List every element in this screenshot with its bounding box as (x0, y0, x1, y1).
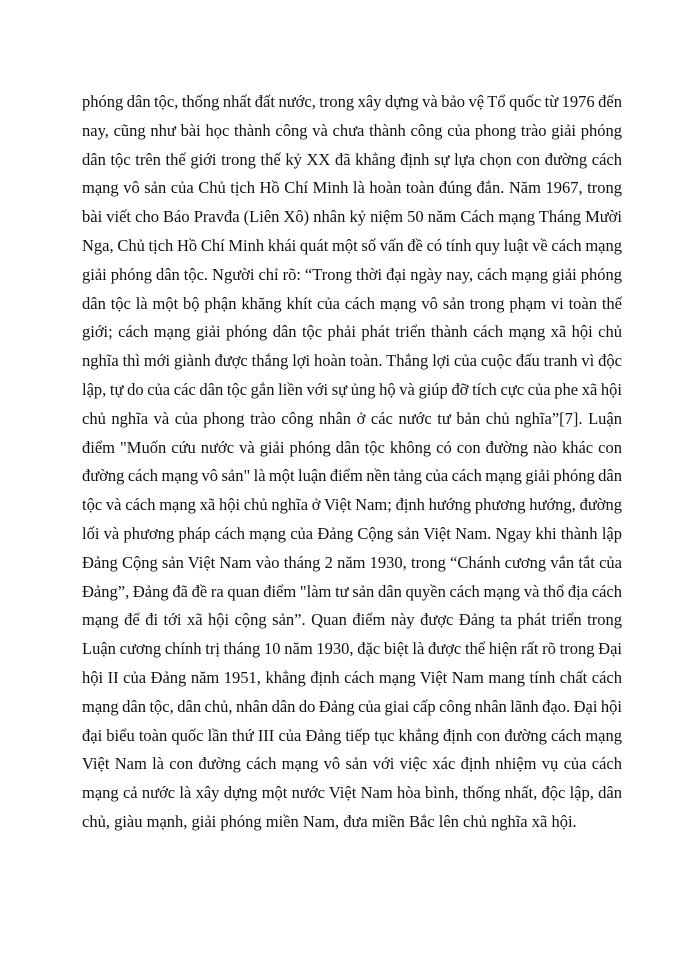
text-line: Nga, Chủ tịch Hồ Chí Minh khái quát một số vấn đề có tính quy luật về cách mạng (82, 235, 622, 255)
text-line: Việt Nam là con đường cách mạng vô sản với việc xác định nhiệm vụ của cách (82, 754, 622, 774)
text-line: đường cách mạng vô sản" là một luận điểm nền tảng của cách mạng giải phóng dân (82, 466, 622, 486)
text-line: giới; cách mạng giải phóng dân tộc phải phát triển thành cách mạng xã hội chủ (82, 322, 622, 342)
text-line: dân tộc là một bộ phận khăng khít của cách mạng vô sản trong phạm vi toàn thế (82, 293, 623, 313)
text-line: giải phóng dân tộc. Người chỉ rõ: “Trong thời đại ngày nay, cách mạng giải phóng (82, 264, 622, 284)
text-line: chủ nghĩa và của phong trào công nhân ở các nước tư bản chủ nghĩa”[7]. Luận (82, 408, 622, 428)
text-line: lập, tự do của các dân tộc gắn liền với sự ủng hộ và giúp đỡ tích cực của phe xã hội (82, 379, 622, 399)
text-line: Đảng”, Đảng đã đề ra quan điểm "làm tư sản dân quyền cách mạng và thổ địa cách (82, 581, 622, 601)
text-line: mạng dân tộc, dân chủ, nhân dân do Đảng của giai cấp công nhân lãnh đạo. Đại hội (82, 696, 623, 716)
text-line: hội II của Đảng năm 1951, khẳng định cách mạng Việt Nam mang tính chất cách (82, 667, 622, 687)
text-line: tộc và cách mạng xã hội chủ nghĩa ở Việt Nam; định hướng phương hướng, đường (82, 495, 622, 515)
text-line: mạng để đi tới xã hội cộng sản”. Quan điểm này được Đảng ta phát triển trong (82, 610, 622, 630)
body-paragraph (82, 88, 622, 837)
text-line: nay, cũng như bài học thành công và chưa thành công của phong trào giải phóng (82, 120, 622, 140)
text-line: mạng cả nước là xây dựng một nước Việt Nam hòa bình, thống nhất, độc lập, dân (82, 783, 622, 803)
text-line: đại biểu toàn quốc lần thứ III của Đảng tiếp tục khẳng định con đường cách mạng (82, 725, 623, 745)
text-line: lối và phương pháp cách mạng của Đảng Cộng sản Việt Nam. Ngay khi thành lập (82, 523, 622, 543)
text-line: nghĩa thì mới giành được thắng lợi hoàn toàn. Thắng lợi của cuộc đấu tranh vì độc (82, 351, 622, 371)
text-line: chủ, giàu mạnh, giải phóng miền Nam, đưa miền Bắc lên chủ nghĩa xã hội. (82, 811, 577, 831)
text-line: Luận cương chính trị tháng 10 năm 1930, đặc biệt là được thể hiện rất rõ trong Đại (82, 639, 623, 659)
text-line: Đảng Cộng sản Việt Nam vào tháng 2 năm 1930, trong “Chánh cương vắn tắt của (82, 552, 622, 572)
text-line: phóng dân tộc, thống nhất đất nước, trong xây dựng và bảo vệ Tổ quốc từ 1976 đến (82, 92, 622, 111)
text-line: mạng vô sản của Chủ tịch Hồ Chí Minh là hoàn toàn đúng đắn. Năm 1967, trong (82, 178, 622, 198)
text-line: dân tộc trên thế giới trong thế kỷ XX đã khẳng định sự lựa chọn con đường cách (82, 149, 622, 169)
text-line: điểm "Muốn cứu nước và giải phóng dân tộc không có con đường nào khác con (82, 437, 623, 457)
text-line: bài viết cho Báo Pravđa (Liên Xô) nhân kỷ niệm 50 năm Cách mạng Tháng Mười (82, 207, 622, 227)
